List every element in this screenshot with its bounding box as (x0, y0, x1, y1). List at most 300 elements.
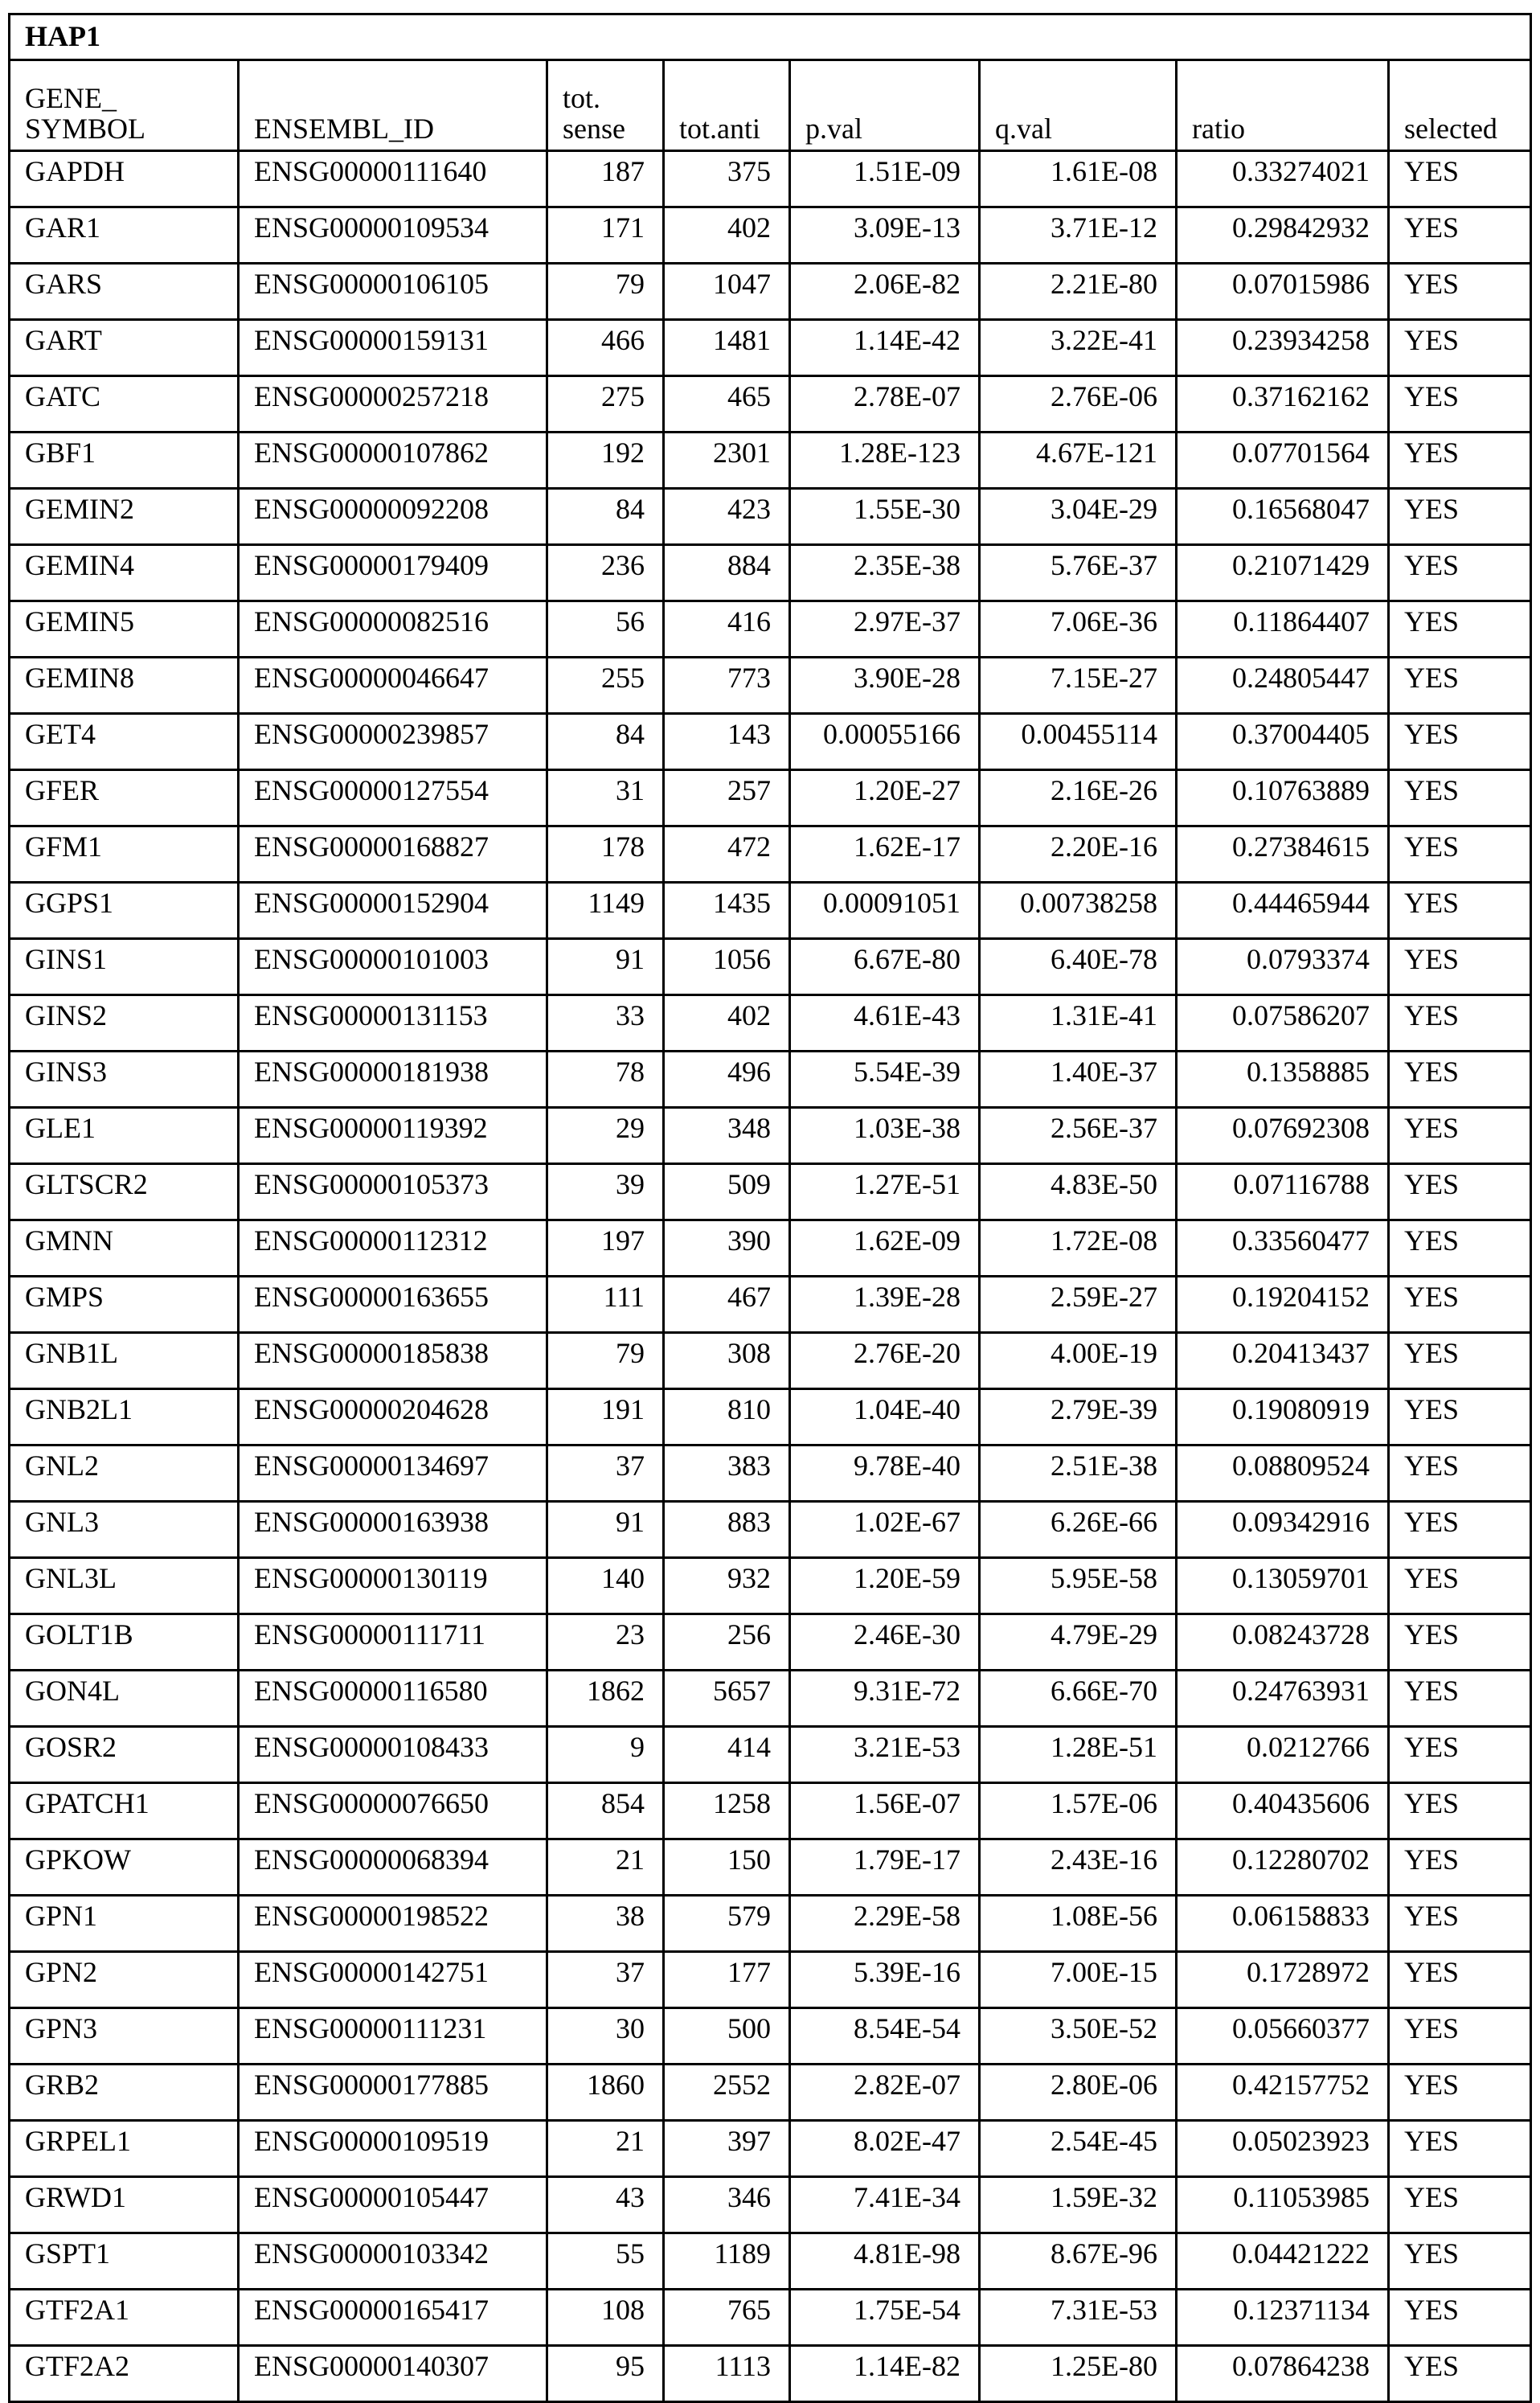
table-row (10, 1164, 1531, 1220)
cell-ensembl-id: ENSG00000111711 (239, 1614, 547, 1671)
cell-ensembl-id: ENSG00000185838 (239, 1333, 547, 1389)
cell-q-val: 1.25E-80 (980, 2346, 1177, 2402)
cell-gene-symbol: GART (10, 320, 239, 376)
cell-ratio: 0.37162162 (1177, 376, 1389, 433)
cell-tot-anti: 256 (664, 1614, 790, 1671)
cell-gene-symbol: GOLT1B (10, 1614, 239, 1671)
cell-selected: YES (1389, 1445, 1531, 1502)
cell-tot-sense: 1149 (547, 883, 664, 939)
cell-ratio: 0.29842932 (1177, 207, 1389, 264)
cell-tot-sense: 9 (547, 1727, 664, 1783)
table-row (10, 2233, 1531, 2290)
cell-tot-sense: 79 (547, 264, 664, 320)
cell-p-val: 8.02E-47 (790, 2121, 980, 2177)
cell-q-val: 7.06E-36 (980, 601, 1177, 658)
cell-selected: YES (1389, 883, 1531, 939)
cell-tot-sense: 108 (547, 2290, 664, 2346)
cell-q-val: 0.00455114 (980, 714, 1177, 770)
cell-tot-sense: 91 (547, 939, 664, 995)
table-row (10, 1108, 1531, 1164)
cell-ensembl-id: ENSG00000134697 (239, 1445, 547, 1502)
cell-p-val: 2.29E-58 (790, 1896, 980, 1952)
cell-selected: YES (1389, 1614, 1531, 1671)
cell-q-val: 2.79E-39 (980, 1389, 1177, 1445)
cell-p-val: 2.35E-38 (790, 545, 980, 601)
cell-selected: YES (1389, 1502, 1531, 1558)
cell-tot-anti: 1113 (664, 2346, 790, 2402)
cell-p-val: 1.51E-09 (790, 151, 980, 207)
table-row (10, 1220, 1531, 1277)
cell-gene-symbol: GPATCH1 (10, 1783, 239, 1839)
cell-p-val: 1.20E-27 (790, 770, 980, 826)
cell-ratio: 0.07864238 (1177, 2346, 1389, 2402)
cell-ensembl-id: ENSG00000068394 (239, 1839, 547, 1896)
cell-gene-symbol: GPKOW (10, 1839, 239, 1896)
cell-q-val: 1.72E-08 (980, 1220, 1177, 1277)
cell-gene-symbol: GNL3 (10, 1502, 239, 1558)
cell-selected: YES (1389, 826, 1531, 883)
cell-ensembl-id: ENSG00000163655 (239, 1277, 547, 1333)
cell-tot-sense: 23 (547, 1614, 664, 1671)
cell-q-val: 0.00738258 (980, 883, 1177, 939)
cell-selected: YES (1389, 2233, 1531, 2290)
cell-tot-anti: 423 (664, 489, 790, 545)
column-header-ratio: ratio (1177, 60, 1389, 151)
cell-ratio: 0.05660377 (1177, 2008, 1389, 2065)
cell-tot-anti: 465 (664, 376, 790, 433)
cell-p-val: 2.06E-82 (790, 264, 980, 320)
cell-p-val: 3.09E-13 (790, 207, 980, 264)
cell-selected: YES (1389, 1671, 1531, 1727)
cell-q-val: 2.80E-06 (980, 2065, 1177, 2121)
cell-p-val: 6.67E-80 (790, 939, 980, 995)
cell-tot-anti: 884 (664, 545, 790, 601)
cell-gene-symbol: GRPEL1 (10, 2121, 239, 2177)
table-row (10, 1445, 1531, 1502)
cell-q-val: 1.28E-51 (980, 1727, 1177, 1783)
cell-q-val: 3.71E-12 (980, 207, 1177, 264)
cell-tot-anti: 472 (664, 826, 790, 883)
cell-ratio: 0.07692308 (1177, 1108, 1389, 1164)
cell-tot-anti: 5657 (664, 1671, 790, 1727)
cell-ensembl-id: ENSG00000105447 (239, 2177, 547, 2233)
cell-tot-sense: 21 (547, 1839, 664, 1896)
cell-tot-anti: 1047 (664, 264, 790, 320)
table-row (10, 207, 1531, 264)
cell-ensembl-id: ENSG00000105373 (239, 1164, 547, 1220)
table-row (10, 1333, 1531, 1389)
table-row (10, 1952, 1531, 2008)
cell-tot-anti: 579 (664, 1896, 790, 1952)
table-row (10, 2065, 1531, 2121)
cell-ratio: 0.1358885 (1177, 1052, 1389, 1108)
cell-selected: YES (1389, 545, 1531, 601)
cell-ensembl-id: ENSG00000198522 (239, 1896, 547, 1952)
cell-tot-anti: 375 (664, 151, 790, 207)
cell-ratio: 0.23934258 (1177, 320, 1389, 376)
cell-ensembl-id: ENSG00000111231 (239, 2008, 547, 2065)
cell-p-val: 1.62E-09 (790, 1220, 980, 1277)
table-row (10, 601, 1531, 658)
cell-p-val: 1.20E-59 (790, 1558, 980, 1614)
cell-tot-anti: 883 (664, 1502, 790, 1558)
cell-ratio: 0.07701564 (1177, 433, 1389, 489)
cell-q-val: 3.50E-52 (980, 2008, 1177, 2065)
cell-ratio: 0.07116788 (1177, 1164, 1389, 1220)
cell-tot-sense: 236 (547, 545, 664, 601)
cell-ratio: 0.40435606 (1177, 1783, 1389, 1839)
cell-tot-sense: 30 (547, 2008, 664, 2065)
cell-tot-anti: 496 (664, 1052, 790, 1108)
cell-p-val: 1.39E-28 (790, 1277, 980, 1333)
cell-q-val: 2.76E-06 (980, 376, 1177, 433)
cell-ratio: 0.13059701 (1177, 1558, 1389, 1614)
cell-tot-sense: 854 (547, 1783, 664, 1839)
cell-q-val: 6.26E-66 (980, 1502, 1177, 1558)
table-row (10, 1277, 1531, 1333)
table-row (10, 2121, 1531, 2177)
cell-q-val: 5.95E-58 (980, 1558, 1177, 1614)
cell-tot-anti: 932 (664, 1558, 790, 1614)
cell-tot-sense: 187 (547, 151, 664, 207)
table-row (10, 658, 1531, 714)
cell-q-val: 1.59E-32 (980, 2177, 1177, 2233)
cell-ensembl-id: ENSG00000159131 (239, 320, 547, 376)
cell-tot-anti: 348 (664, 1108, 790, 1164)
cell-gene-symbol: GSPT1 (10, 2233, 239, 2290)
cell-selected: YES (1389, 2290, 1531, 2346)
cell-tot-anti: 177 (664, 1952, 790, 2008)
cell-ratio: 0.08809524 (1177, 1445, 1389, 1502)
cell-gene-symbol: GPN1 (10, 1896, 239, 1952)
cell-ratio: 0.10763889 (1177, 770, 1389, 826)
cell-ensembl-id: ENSG00000130119 (239, 1558, 547, 1614)
table-row (10, 433, 1531, 489)
cell-q-val: 4.67E-121 (980, 433, 1177, 489)
cell-ensembl-id: ENSG00000092208 (239, 489, 547, 545)
cell-tot-anti: 773 (664, 658, 790, 714)
cell-selected: YES (1389, 1558, 1531, 1614)
cell-selected: YES (1389, 1164, 1531, 1220)
cell-ratio: 0.21071429 (1177, 545, 1389, 601)
cell-ratio: 0.19080919 (1177, 1389, 1389, 1445)
cell-tot-anti: 308 (664, 1333, 790, 1389)
cell-tot-sense: 84 (547, 489, 664, 545)
cell-ratio: 0.16568047 (1177, 489, 1389, 545)
cell-q-val: 3.04E-29 (980, 489, 1177, 545)
cell-ratio: 0.07015986 (1177, 264, 1389, 320)
table-header-row (10, 60, 1531, 151)
cell-tot-sense: 171 (547, 207, 664, 264)
cell-gene-symbol: GON4L (10, 1671, 239, 1727)
cell-ensembl-id: ENSG00000168827 (239, 826, 547, 883)
cell-selected: YES (1389, 376, 1531, 433)
table-row (10, 2290, 1531, 2346)
cell-tot-sense: 84 (547, 714, 664, 770)
cell-ensembl-id: ENSG00000140307 (239, 2346, 547, 2402)
cell-ensembl-id: ENSG00000181938 (239, 1052, 547, 1108)
table-row (10, 939, 1531, 995)
cell-gene-symbol: GRB2 (10, 2065, 239, 2121)
cell-p-val: 1.04E-40 (790, 1389, 980, 1445)
cell-selected: YES (1389, 1896, 1531, 1952)
cell-gene-symbol: GTF2A1 (10, 2290, 239, 2346)
cell-tot-sense: 21 (547, 2121, 664, 2177)
column-header-gene-symbol: GENE_ SYMBOL (10, 60, 239, 151)
cell-selected: YES (1389, 1783, 1531, 1839)
cell-ensembl-id: ENSG00000109534 (239, 207, 547, 264)
cell-ratio: 0.11864407 (1177, 601, 1389, 658)
cell-ensembl-id: ENSG00000131153 (239, 995, 547, 1052)
cell-tot-sense: 39 (547, 1164, 664, 1220)
column-header-tot-anti: tot.anti (664, 60, 790, 151)
table-row (10, 1671, 1531, 1727)
cell-ensembl-id: ENSG00000116580 (239, 1671, 547, 1727)
cell-ratio: 0.20413437 (1177, 1333, 1389, 1389)
cell-gene-symbol: GINS1 (10, 939, 239, 995)
cell-p-val: 1.62E-17 (790, 826, 980, 883)
cell-tot-sense: 192 (547, 433, 664, 489)
cell-tot-anti: 1056 (664, 939, 790, 995)
table-row (10, 489, 1531, 545)
table-row (10, 1783, 1531, 1839)
cell-p-val: 1.56E-07 (790, 1783, 980, 1839)
cell-selected: YES (1389, 939, 1531, 995)
cell-ensembl-id: ENSG00000204628 (239, 1389, 547, 1445)
cell-gene-symbol: GRWD1 (10, 2177, 239, 2233)
cell-tot-anti: 383 (664, 1445, 790, 1502)
cell-ensembl-id: ENSG00000082516 (239, 601, 547, 658)
cell-ratio: 0.27384615 (1177, 826, 1389, 883)
cell-tot-anti: 402 (664, 995, 790, 1052)
cell-tot-anti: 1258 (664, 1783, 790, 1839)
cell-gene-symbol: GET4 (10, 714, 239, 770)
cell-selected: YES (1389, 995, 1531, 1052)
cell-tot-anti: 257 (664, 770, 790, 826)
table-row (10, 1502, 1531, 1558)
cell-gene-symbol: GGPS1 (10, 883, 239, 939)
cell-ratio: 0.19204152 (1177, 1277, 1389, 1333)
cell-ensembl-id: ENSG00000103342 (239, 2233, 547, 2290)
cell-ensembl-id: ENSG00000076650 (239, 1783, 547, 1839)
cell-tot-anti: 397 (664, 2121, 790, 2177)
cell-gene-symbol: GEMIN5 (10, 601, 239, 658)
cell-ensembl-id: ENSG00000142751 (239, 1952, 547, 2008)
cell-gene-symbol: GAR1 (10, 207, 239, 264)
table-title: HAP1 (10, 14, 1531, 60)
table-row (10, 1389, 1531, 1445)
cell-selected: YES (1389, 2008, 1531, 2065)
cell-selected: YES (1389, 1333, 1531, 1389)
cell-gene-symbol: GFM1 (10, 826, 239, 883)
cell-gene-symbol: GNB2L1 (10, 1389, 239, 1445)
cell-p-val: 1.28E-123 (790, 433, 980, 489)
cell-tot-sense: 191 (547, 1389, 664, 1445)
table-row (10, 995, 1531, 1052)
cell-p-val: 0.00055166 (790, 714, 980, 770)
cell-ratio: 0.44465944 (1177, 883, 1389, 939)
cell-selected: YES (1389, 1389, 1531, 1445)
cell-ratio: 0.0212766 (1177, 1727, 1389, 1783)
cell-tot-anti: 509 (664, 1164, 790, 1220)
cell-tot-sense: 79 (547, 1333, 664, 1389)
table-row (10, 376, 1531, 433)
cell-selected: YES (1389, 1952, 1531, 2008)
cell-gene-symbol: GBF1 (10, 433, 239, 489)
cell-tot-sense: 37 (547, 1952, 664, 2008)
cell-tot-anti: 416 (664, 601, 790, 658)
cell-q-val: 3.22E-41 (980, 320, 1177, 376)
cell-ratio: 0.24763931 (1177, 1671, 1389, 1727)
cell-selected: YES (1389, 2346, 1531, 2402)
cell-p-val: 5.54E-39 (790, 1052, 980, 1108)
cell-ratio: 0.04421222 (1177, 2233, 1389, 2290)
cell-gene-symbol: GLTSCR2 (10, 1164, 239, 1220)
cell-q-val: 1.57E-06 (980, 1783, 1177, 1839)
cell-tot-sense: 33 (547, 995, 664, 1052)
cell-tot-sense: 37 (547, 1445, 664, 1502)
cell-ratio: 0.33560477 (1177, 1220, 1389, 1277)
cell-p-val: 1.02E-67 (790, 1502, 980, 1558)
cell-ratio: 0.1728972 (1177, 1952, 1389, 2008)
cell-tot-anti: 500 (664, 2008, 790, 2065)
cell-p-val: 9.31E-72 (790, 1671, 980, 1727)
cell-ratio: 0.05023923 (1177, 2121, 1389, 2177)
cell-selected: YES (1389, 1277, 1531, 1333)
cell-gene-symbol: GPN2 (10, 1952, 239, 2008)
cell-p-val: 3.90E-28 (790, 658, 980, 714)
cell-tot-anti: 390 (664, 1220, 790, 1277)
cell-tot-anti: 414 (664, 1727, 790, 1783)
cell-ensembl-id: ENSG00000046647 (239, 658, 547, 714)
cell-gene-symbol: GFER (10, 770, 239, 826)
cell-tot-sense: 55 (547, 2233, 664, 2290)
cell-p-val: 4.61E-43 (790, 995, 980, 1052)
cell-tot-anti: 2552 (664, 2065, 790, 2121)
table-row (10, 883, 1531, 939)
cell-ensembl-id: ENSG00000177885 (239, 2065, 547, 2121)
cell-q-val: 2.16E-26 (980, 770, 1177, 826)
table-row (10, 545, 1531, 601)
cell-selected: YES (1389, 1727, 1531, 1783)
cell-q-val: 5.76E-37 (980, 545, 1177, 601)
cell-selected: YES (1389, 714, 1531, 770)
cell-p-val: 2.78E-07 (790, 376, 980, 433)
cell-tot-sense: 1862 (547, 1671, 664, 1727)
cell-tot-anti: 467 (664, 1277, 790, 1333)
table-row (10, 1052, 1531, 1108)
cell-ratio: 0.0793374 (1177, 939, 1389, 995)
cell-selected: YES (1389, 320, 1531, 376)
cell-ratio: 0.06158833 (1177, 1896, 1389, 1952)
cell-q-val: 7.00E-15 (980, 1952, 1177, 2008)
cell-tot-sense: 29 (547, 1108, 664, 1164)
cell-ratio: 0.09342916 (1177, 1502, 1389, 1558)
cell-q-val: 1.31E-41 (980, 995, 1177, 1052)
cell-q-val: 7.15E-27 (980, 658, 1177, 714)
cell-tot-anti: 402 (664, 207, 790, 264)
cell-tot-anti: 346 (664, 2177, 790, 2233)
cell-selected: YES (1389, 1839, 1531, 1896)
cell-q-val: 6.40E-78 (980, 939, 1177, 995)
cell-gene-symbol: GEMIN8 (10, 658, 239, 714)
cell-p-val: 1.14E-42 (790, 320, 980, 376)
cell-selected: YES (1389, 770, 1531, 826)
table-row (10, 264, 1531, 320)
cell-q-val: 8.67E-96 (980, 2233, 1177, 2290)
cell-tot-sense: 140 (547, 1558, 664, 1614)
cell-ratio: 0.07586207 (1177, 995, 1389, 1052)
cell-p-val: 5.39E-16 (790, 1952, 980, 2008)
table-title-row (10, 14, 1531, 60)
cell-q-val: 2.43E-16 (980, 1839, 1177, 1896)
cell-gene-symbol: GMPS (10, 1277, 239, 1333)
cell-tot-sense: 43 (547, 2177, 664, 2233)
cell-tot-sense: 178 (547, 826, 664, 883)
table-row (10, 1558, 1531, 1614)
cell-tot-anti: 765 (664, 2290, 790, 2346)
cell-p-val: 0.00091051 (790, 883, 980, 939)
cell-ensembl-id: ENSG00000107862 (239, 433, 547, 489)
cell-selected: YES (1389, 658, 1531, 714)
cell-p-val: 2.76E-20 (790, 1333, 980, 1389)
table-row (10, 826, 1531, 883)
column-header-q-val: q.val (980, 60, 1177, 151)
cell-p-val: 2.97E-37 (790, 601, 980, 658)
cell-tot-sense: 466 (547, 320, 664, 376)
cell-p-val: 9.78E-40 (790, 1445, 980, 1502)
cell-gene-symbol: GINS3 (10, 1052, 239, 1108)
cell-tot-anti: 150 (664, 1839, 790, 1896)
cell-tot-sense: 91 (547, 1502, 664, 1558)
cell-q-val: 2.54E-45 (980, 2121, 1177, 2177)
cell-gene-symbol: GATC (10, 376, 239, 433)
table-row (10, 2177, 1531, 2233)
cell-q-val: 4.00E-19 (980, 1333, 1177, 1389)
cell-ensembl-id: ENSG00000163938 (239, 1502, 547, 1558)
cell-gene-symbol: GOSR2 (10, 1727, 239, 1783)
cell-ensembl-id: ENSG00000108433 (239, 1727, 547, 1783)
cell-selected: YES (1389, 151, 1531, 207)
cell-gene-symbol: GEMIN2 (10, 489, 239, 545)
table-row (10, 151, 1531, 207)
cell-selected: YES (1389, 2121, 1531, 2177)
cell-ensembl-id: ENSG00000101003 (239, 939, 547, 995)
cell-tot-anti: 2301 (664, 433, 790, 489)
cell-ensembl-id: ENSG00000257218 (239, 376, 547, 433)
table-row (10, 1614, 1531, 1671)
cell-gene-symbol: GNB1L (10, 1333, 239, 1389)
cell-tot-sense: 111 (547, 1277, 664, 1333)
cell-tot-sense: 78 (547, 1052, 664, 1108)
cell-tot-sense: 197 (547, 1220, 664, 1277)
cell-p-val: 1.03E-38 (790, 1108, 980, 1164)
cell-ensembl-id: ENSG00000127554 (239, 770, 547, 826)
cell-gene-symbol: GLE1 (10, 1108, 239, 1164)
cell-selected: YES (1389, 601, 1531, 658)
cell-selected: YES (1389, 489, 1531, 545)
table-row (10, 320, 1531, 376)
cell-ratio: 0.37004405 (1177, 714, 1389, 770)
cell-tot-anti: 810 (664, 1389, 790, 1445)
cell-p-val: 4.81E-98 (790, 2233, 980, 2290)
cell-ratio: 0.24805447 (1177, 658, 1389, 714)
cell-selected: YES (1389, 1052, 1531, 1108)
cell-q-val: 2.20E-16 (980, 826, 1177, 883)
cell-ensembl-id: ENSG00000239857 (239, 714, 547, 770)
cell-ensembl-id: ENSG00000165417 (239, 2290, 547, 2346)
cell-p-val: 2.46E-30 (790, 1614, 980, 1671)
